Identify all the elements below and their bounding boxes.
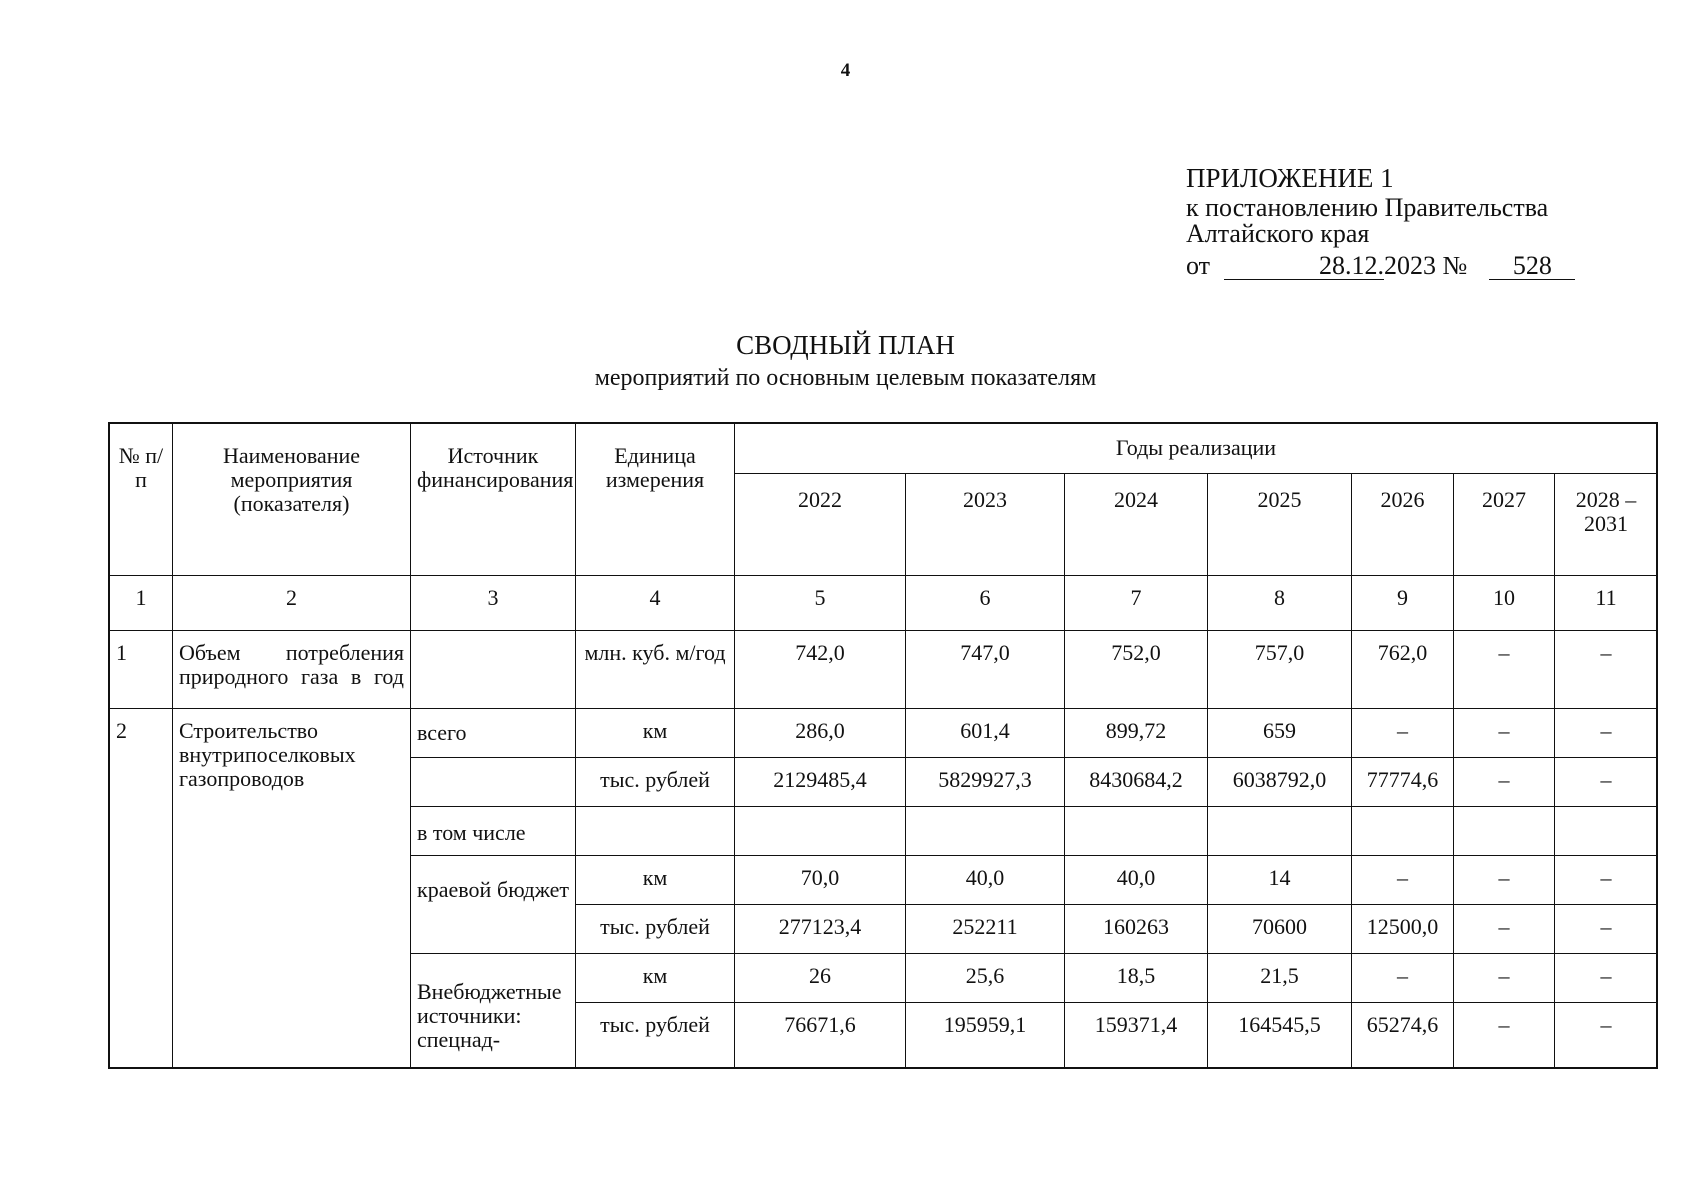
col-number: 2 — [173, 576, 411, 631]
value-cell: – — [1352, 709, 1454, 758]
value-cell: – — [1352, 954, 1454, 1003]
col-number: 5 — [735, 576, 906, 631]
col-number: 4 — [576, 576, 735, 631]
source-extra-budgetary: Внебюджетные источники: спецнад- — [411, 954, 576, 1069]
col-number: 1 — [110, 576, 173, 631]
row-unit: км — [576, 709, 735, 758]
value-cell: – — [1555, 1003, 1658, 1069]
value-cell: 70600 — [1208, 905, 1352, 954]
value-cell: – — [1555, 758, 1658, 807]
value-cell: – — [1454, 758, 1555, 807]
value-cell: – — [1454, 1003, 1555, 1069]
value-cell: 76671,6 — [735, 1003, 906, 1069]
value-cell: 286,0 — [735, 709, 906, 758]
source-empty — [411, 758, 576, 807]
value-cell: 25,6 — [906, 954, 1065, 1003]
col-number: 9 — [1352, 576, 1454, 631]
row-unit: км — [576, 856, 735, 905]
header-year-2028-2031: 2028 – 2031 — [1555, 474, 1658, 576]
from-label: от — [1186, 251, 1211, 280]
header-year-2023: 2023 — [906, 474, 1065, 576]
col-number: 3 — [411, 576, 576, 631]
source-total: всего — [411, 709, 576, 758]
row-name: Строительство внутрипоселковых газопроводов — [173, 709, 411, 1069]
source-regional: краевой бюджет — [411, 856, 576, 954]
source-including: в том числе — [411, 807, 576, 856]
value-cell: 277123,4 — [735, 905, 906, 954]
value-cell: 21,5 — [1208, 954, 1352, 1003]
col-number: 6 — [906, 576, 1065, 631]
plan-title: СВОДНЫЙ ПЛАН — [736, 330, 955, 360]
header-source: Источник финансирования — [411, 424, 576, 576]
decree-number: 528 — [1489, 253, 1575, 280]
plan-subtitle: мероприятий по основным целевым показателям — [594, 365, 1097, 391]
value-cell: 160263 — [1065, 905, 1208, 954]
row-unit: тыс. рублей — [576, 905, 735, 954]
value-cell: 757,0 — [1208, 631, 1352, 709]
value-cell: 742,0 — [735, 631, 906, 709]
value-cell: 659 — [1208, 709, 1352, 758]
row-unit: тыс. рублей — [576, 758, 735, 807]
row-unit: км — [576, 954, 735, 1003]
header-no: № п/п — [110, 424, 173, 576]
value-cell: 12500,0 — [1352, 905, 1454, 954]
header-year-2027: 2027 — [1454, 474, 1555, 576]
value-cell: 601,4 — [906, 709, 1065, 758]
value-cell: 6038792,0 — [1208, 758, 1352, 807]
header-years-group: Годы реализации — [735, 424, 1658, 474]
row-number: 1 — [110, 631, 173, 709]
column-number-row — [110, 576, 1658, 631]
value-cell: 70,0 — [735, 856, 906, 905]
appendix-title: ПРИЛОЖЕНИЕ 1 — [1186, 163, 1394, 193]
header-year-2026: 2026 — [1352, 474, 1454, 576]
header-year-2025: 2025 — [1208, 474, 1352, 576]
header-year-2024: 2024 — [1065, 474, 1208, 576]
value-cell: – — [1555, 905, 1658, 954]
page-number: 4 — [840, 60, 851, 81]
header-year-2022: 2022 — [735, 474, 906, 576]
value-cell: 899,72 — [1065, 709, 1208, 758]
col-number: 8 — [1208, 576, 1352, 631]
appendix-date-line — [1186, 251, 1575, 281]
decree-date: 28.12. — [1224, 253, 1384, 280]
value-cell: – — [1454, 856, 1555, 905]
col-number: 7 — [1065, 576, 1208, 631]
row-source — [411, 631, 576, 709]
appendix-line-1: к постановлению Правительства — [1186, 193, 1549, 222]
row-unit: млн. куб. м/год — [576, 631, 735, 709]
value-cell: – — [1454, 905, 1555, 954]
value-cell: 747,0 — [906, 631, 1065, 709]
year-number-label: 2023 № — [1384, 251, 1468, 280]
row-name: Объем потребления природного газа в год — [173, 631, 411, 709]
value-cell: – — [1454, 954, 1555, 1003]
header-unit: Единица измерения — [576, 424, 735, 576]
col-number: 10 — [1454, 576, 1555, 631]
value-cell: 77774,6 — [1352, 758, 1454, 807]
value-cell: 252211 — [906, 905, 1065, 954]
col-number: 11 — [1555, 576, 1658, 631]
appendix-line-2: Алтайского края — [1186, 219, 1370, 248]
value-cell: 762,0 — [1352, 631, 1454, 709]
value-cell: – — [1352, 856, 1454, 905]
appendix-block — [1186, 163, 1575, 281]
value-cell: – — [1454, 709, 1555, 758]
value-cell: – — [1555, 856, 1658, 905]
plan-table — [109, 423, 1658, 1069]
value-cell: 2129485,4 — [735, 758, 906, 807]
value-cell: 752,0 — [1065, 631, 1208, 709]
table-row — [110, 631, 1658, 709]
table-row — [110, 709, 1658, 758]
value-cell: 5829927,3 — [906, 758, 1065, 807]
value-cell: 195959,1 — [906, 1003, 1065, 1069]
value-cell: – — [1454, 631, 1555, 709]
value-cell: 159371,4 — [1065, 1003, 1208, 1069]
value-cell: – — [1555, 954, 1658, 1003]
value-cell: – — [1555, 709, 1658, 758]
value-cell: – — [1555, 631, 1658, 709]
value-cell: 18,5 — [1065, 954, 1208, 1003]
value-cell: 40,0 — [906, 856, 1065, 905]
value-cell: 40,0 — [1065, 856, 1208, 905]
value-cell: 26 — [735, 954, 906, 1003]
value-cell: 164545,5 — [1208, 1003, 1352, 1069]
value-cell: 14 — [1208, 856, 1352, 905]
value-cell: 8430684,2 — [1065, 758, 1208, 807]
row-unit: тыс. рублей — [576, 1003, 735, 1069]
header-name: Наименование мероприятия (показателя) — [173, 424, 411, 576]
row-number: 2 — [110, 709, 173, 1069]
value-cell: 65274,6 — [1352, 1003, 1454, 1069]
